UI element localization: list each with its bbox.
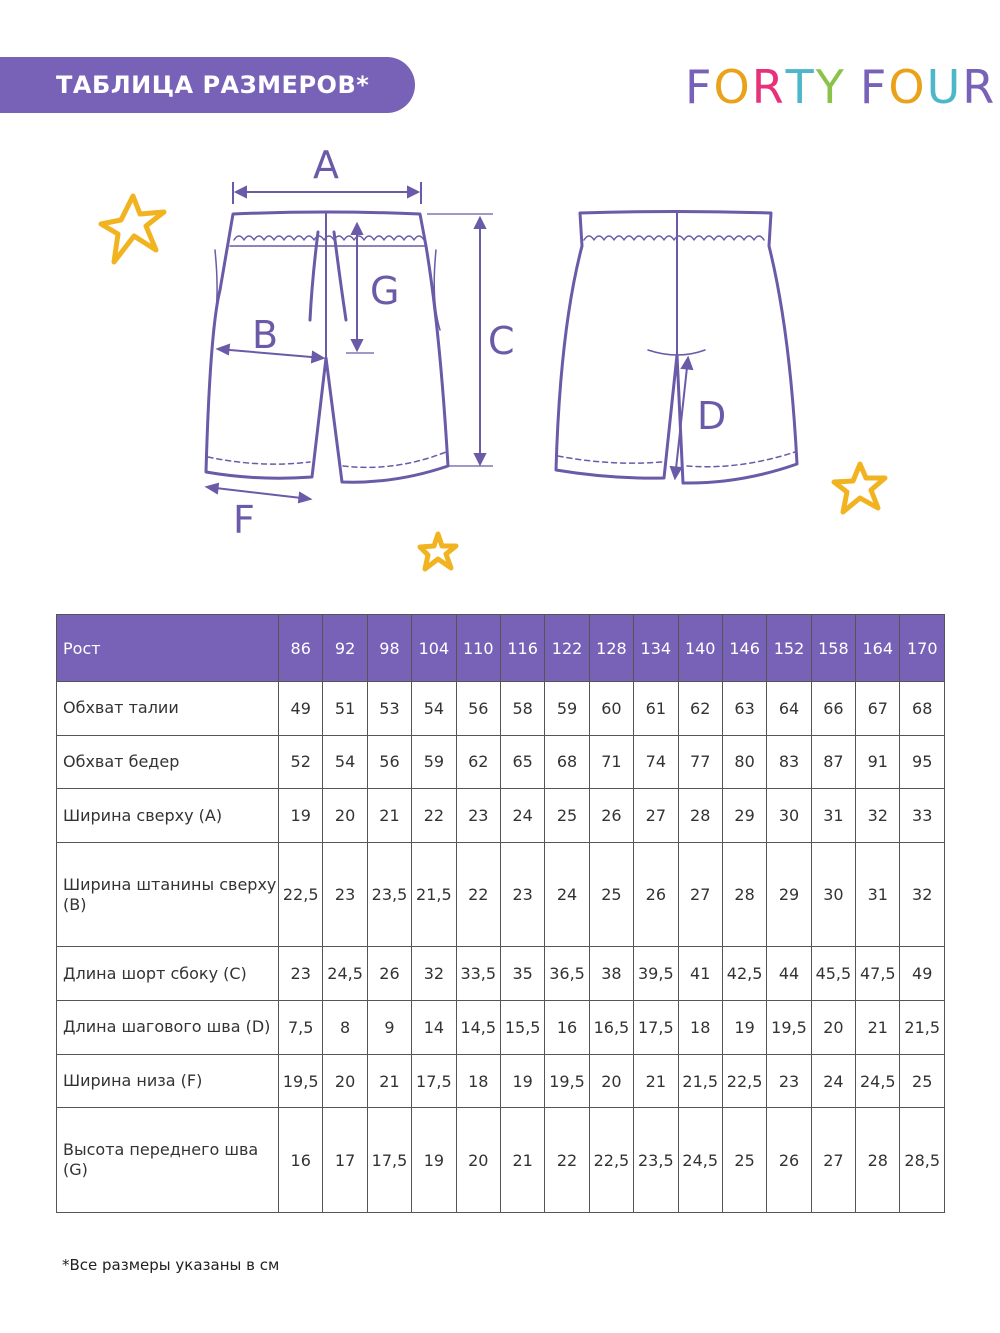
table-cell: 22,5 <box>279 842 323 947</box>
label-f: F <box>233 498 255 542</box>
table-cell: 25 <box>900 1054 945 1108</box>
table-cell: 32 <box>900 842 945 947</box>
size-header-cell: 152 <box>767 615 811 682</box>
table-cell: 25 <box>589 842 633 947</box>
size-header-cell: 110 <box>456 615 500 682</box>
table-cell: 56 <box>367 735 411 789</box>
table-cell: 49 <box>279 682 323 736</box>
table-cell: 27 <box>678 842 722 947</box>
table-cell: 19 <box>500 1054 544 1108</box>
table-cell: 65 <box>500 735 544 789</box>
table-cell: 29 <box>722 789 766 843</box>
table-cell: 14 <box>412 1001 456 1055</box>
front-hem-right <box>343 452 446 467</box>
back-hem-right <box>687 452 795 467</box>
table-cell: 22 <box>412 789 456 843</box>
table-cell: 24 <box>500 789 544 843</box>
table-cell: 14,5 <box>456 1001 500 1055</box>
table-cell: 41 <box>678 947 722 1001</box>
table-cell: 17,5 <box>367 1108 411 1213</box>
table-cell: 74 <box>634 735 678 789</box>
table-cell: 33 <box>900 789 945 843</box>
size-header-cell: 140 <box>678 615 722 682</box>
back-elastic-wave <box>584 236 764 240</box>
table-cell: 19 <box>279 789 323 843</box>
table-cell: 26 <box>367 947 411 1001</box>
table-cell: 24,5 <box>856 1054 900 1108</box>
table-cell: 17,5 <box>412 1054 456 1108</box>
table-cell: 7,5 <box>279 1001 323 1055</box>
table-cell: 61 <box>634 682 678 736</box>
table-cell: 28 <box>722 842 766 947</box>
table-cell: 23 <box>500 842 544 947</box>
table-cell: 24 <box>811 1054 855 1108</box>
table-cell: 54 <box>412 682 456 736</box>
table-cell: 21 <box>634 1054 678 1108</box>
table-cell: 91 <box>856 735 900 789</box>
table-cell: 64 <box>767 682 811 736</box>
logo-letter: F <box>685 60 714 114</box>
size-header-cell: 86 <box>279 615 323 682</box>
table-cell: 49 <box>900 947 945 1001</box>
table-cell: 28 <box>856 1108 900 1213</box>
table-cell: 20 <box>589 1054 633 1108</box>
size-header-cell: 170 <box>900 615 945 682</box>
table-cell: 32 <box>856 789 900 843</box>
table-header-row <box>57 615 945 682</box>
drawstring-right <box>334 232 346 320</box>
table-cell: 25 <box>545 789 589 843</box>
size-header-cell: 98 <box>367 615 411 682</box>
logo-letter: F <box>859 60 889 114</box>
table-row <box>57 682 945 736</box>
table-cell: 27 <box>811 1108 855 1213</box>
table-row <box>57 842 945 947</box>
table-cell: 18 <box>456 1054 500 1108</box>
row-label: Обхват бедер <box>57 735 279 789</box>
table-cell: 18 <box>678 1001 722 1055</box>
size-table <box>56 614 945 1213</box>
table-cell: 71 <box>589 735 633 789</box>
table-row <box>57 789 945 843</box>
table-cell: 24,5 <box>678 1108 722 1213</box>
logo-letter: T <box>785 60 816 114</box>
table-cell: 16 <box>545 1001 589 1055</box>
row-label: Ширина низа (F) <box>57 1054 279 1108</box>
table-cell: 22,5 <box>722 1054 766 1108</box>
table-cell: 22,5 <box>589 1108 633 1213</box>
row-label: Высота переднего шва (G) <box>57 1108 279 1213</box>
table-cell: 31 <box>811 789 855 843</box>
row-label: Длина шорт сбоку (C) <box>57 947 279 1001</box>
table-cell: 42,5 <box>722 947 766 1001</box>
table-row <box>57 1054 945 1108</box>
back-hem-left <box>558 456 662 463</box>
label-a: A <box>313 143 339 187</box>
table-cell: 21,5 <box>900 1001 945 1055</box>
size-header-cell: 134 <box>634 615 678 682</box>
table-row <box>57 1001 945 1055</box>
table-cell: 9 <box>367 1001 411 1055</box>
table-cell: 26 <box>634 842 678 947</box>
table-cell: 68 <box>900 682 945 736</box>
table-cell: 63 <box>722 682 766 736</box>
table-cell: 16,5 <box>589 1001 633 1055</box>
table-row <box>57 947 945 1001</box>
table-cell: 17,5 <box>634 1001 678 1055</box>
table-cell: 27 <box>634 789 678 843</box>
row-label: Ширина штанины сверху (B) <box>57 842 279 947</box>
table-cell: 26 <box>767 1108 811 1213</box>
table-cell: 20 <box>456 1108 500 1213</box>
label-b: B <box>252 313 279 357</box>
table-cell: 23 <box>456 789 500 843</box>
table-cell: 53 <box>367 682 411 736</box>
logo-letter: Y <box>815 60 846 114</box>
table-cell: 87 <box>811 735 855 789</box>
table-cell: 52 <box>279 735 323 789</box>
size-header-cell: 158 <box>811 615 855 682</box>
table-cell: 15,5 <box>500 1001 544 1055</box>
label-c: C <box>488 319 515 363</box>
table-cell: 33,5 <box>456 947 500 1001</box>
logo-letter: U <box>926 60 963 114</box>
front-elastic-wave <box>234 236 424 240</box>
row-label: Ширина сверху (A) <box>57 789 279 843</box>
table-cell: 19 <box>722 1001 766 1055</box>
table-cell: 21 <box>367 789 411 843</box>
table-cell: 62 <box>456 735 500 789</box>
table-cell: 23,5 <box>367 842 411 947</box>
table-cell: 83 <box>767 735 811 789</box>
table-cell: 23 <box>767 1054 811 1108</box>
label-g: G <box>370 269 400 313</box>
label-d: D <box>697 394 727 438</box>
table-cell: 26 <box>589 789 633 843</box>
star-icon <box>420 534 456 569</box>
table-cell: 59 <box>545 682 589 736</box>
table-cell: 68 <box>545 735 589 789</box>
table-cell: 24 <box>545 842 589 947</box>
table-cell: 23,5 <box>634 1108 678 1213</box>
header-height-label: Рост <box>57 615 279 682</box>
table-cell: 32 <box>412 947 456 1001</box>
table-cell: 44 <box>767 947 811 1001</box>
table-cell: 28,5 <box>900 1108 945 1213</box>
table-cell: 21 <box>367 1054 411 1108</box>
table-cell: 30 <box>811 842 855 947</box>
star-icon <box>101 196 164 262</box>
size-header-cell: 146 <box>722 615 766 682</box>
table-cell: 77 <box>678 735 722 789</box>
table-cell: 62 <box>678 682 722 736</box>
table-cell: 21,5 <box>412 842 456 947</box>
shorts-measurement-diagram <box>0 130 1000 590</box>
table-cell: 19,5 <box>545 1054 589 1108</box>
table-cell: 54 <box>323 735 367 789</box>
table-cell: 19 <box>412 1108 456 1213</box>
table-cell: 24,5 <box>323 947 367 1001</box>
size-header-cell: 122 <box>545 615 589 682</box>
table-cell: 60 <box>589 682 633 736</box>
brand-logo <box>685 60 996 114</box>
table-cell: 29 <box>767 842 811 947</box>
table-cell: 47,5 <box>856 947 900 1001</box>
table-cell: 20 <box>811 1001 855 1055</box>
page-title: ТАБЛИЦА РАЗМЕРОВ* <box>56 71 370 99</box>
table-cell: 67 <box>856 682 900 736</box>
table-cell: 23 <box>323 842 367 947</box>
logo-letter: R <box>962 60 997 114</box>
drawstring-left <box>310 232 318 320</box>
table-cell: 56 <box>456 682 500 736</box>
star-icon <box>834 464 885 512</box>
table-cell: 19,5 <box>279 1054 323 1108</box>
table-cell: 51 <box>323 682 367 736</box>
size-header-cell: 164 <box>856 615 900 682</box>
table-cell: 21 <box>500 1108 544 1213</box>
table-cell: 8 <box>323 1001 367 1055</box>
table-cell: 21,5 <box>678 1054 722 1108</box>
measure-f-line <box>207 487 310 499</box>
table-cell: 28 <box>678 789 722 843</box>
table-cell: 16 <box>279 1108 323 1213</box>
size-header-cell: 92 <box>323 615 367 682</box>
size-header-cell: 128 <box>589 615 633 682</box>
table-cell: 20 <box>323 789 367 843</box>
title-banner <box>0 57 415 113</box>
table-cell: 31 <box>856 842 900 947</box>
row-label: Длина шагового шва (D) <box>57 1001 279 1055</box>
table-cell: 45,5 <box>811 947 855 1001</box>
table-cell: 58 <box>500 682 544 736</box>
table-cell: 66 <box>811 682 855 736</box>
table-cell: 21 <box>856 1001 900 1055</box>
table-cell: 36,5 <box>545 947 589 1001</box>
table-cell: 95 <box>900 735 945 789</box>
front-hem-left <box>208 457 310 464</box>
logo-letter: O <box>713 60 752 114</box>
table-row <box>57 1108 945 1213</box>
table-cell: 25 <box>722 1108 766 1213</box>
table-cell: 30 <box>767 789 811 843</box>
logo-letter: R <box>751 60 786 114</box>
table-cell: 39,5 <box>634 947 678 1001</box>
row-label: Обхват талии <box>57 682 279 736</box>
table-cell: 59 <box>412 735 456 789</box>
table-cell: 22 <box>545 1108 589 1213</box>
table-row <box>57 735 945 789</box>
size-header-cell: 116 <box>500 615 544 682</box>
table-cell: 35 <box>500 947 544 1001</box>
table-cell: 80 <box>722 735 766 789</box>
table-cell: 19,5 <box>767 1001 811 1055</box>
table-cell: 22 <box>456 842 500 947</box>
table-cell: 23 <box>279 947 323 1001</box>
logo-letter: O <box>888 60 927 114</box>
size-header-cell: 104 <box>412 615 456 682</box>
table-cell: 20 <box>323 1054 367 1108</box>
footnote: *Все размеры указаны в см <box>62 1256 280 1274</box>
table-cell: 38 <box>589 947 633 1001</box>
table-cell: 17 <box>323 1108 367 1213</box>
